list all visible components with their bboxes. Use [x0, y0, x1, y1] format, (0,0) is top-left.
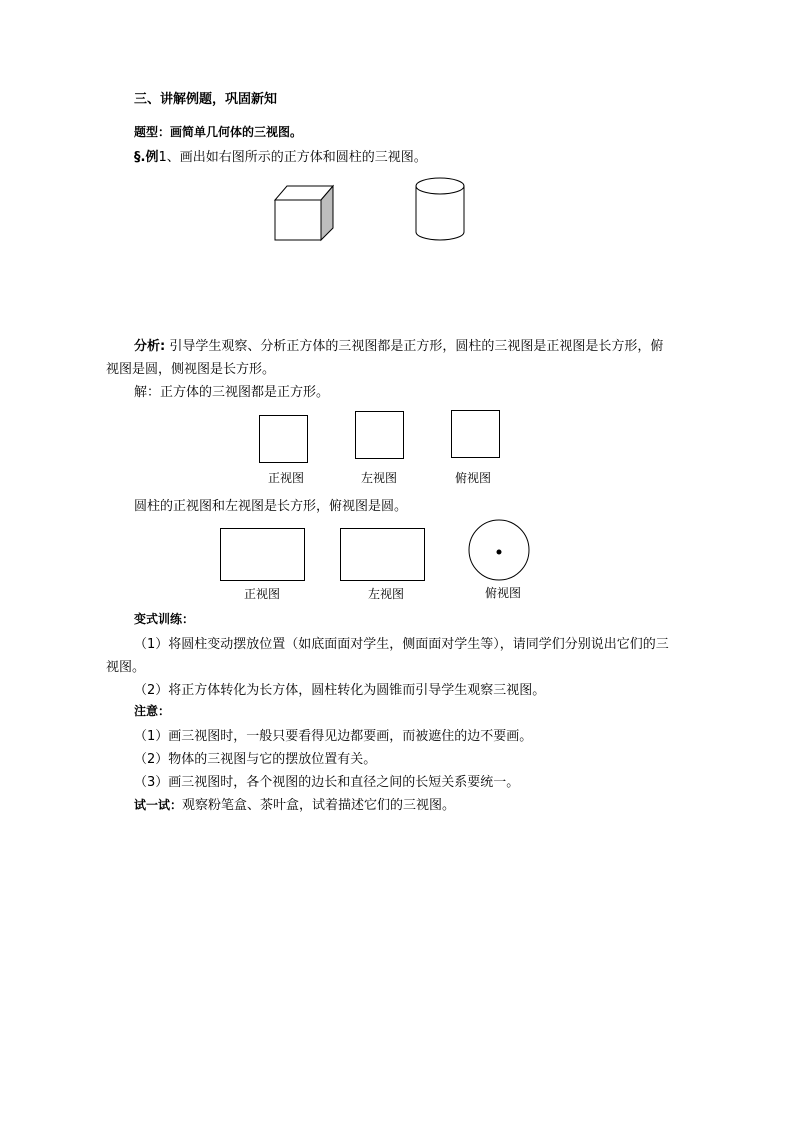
cube-left-caption: 左视图 — [360, 471, 397, 485]
solids-figure — [265, 175, 475, 250]
analysis-label: 分析: — [134, 339, 166, 354]
cylinder-top-view — [468, 519, 532, 583]
cube-top-caption: 俯视图 — [454, 471, 491, 485]
cube-front-caption: 正视图 — [267, 471, 304, 485]
question-type: 题型：画简单几何体的三视图。 — [134, 125, 303, 139]
notes-item2: （2）物体的三视图与它的摆放位置有关。 — [134, 752, 377, 767]
cube-top-view — [451, 410, 500, 458]
cylinder-left-caption: 左视图 — [367, 587, 404, 601]
section-heading: 三、讲解例题，巩固新知 — [134, 92, 278, 107]
example-text: 、画出如右图所示的正方体和圆柱的三视图。 — [166, 150, 427, 165]
analysis-line2: 视图是圆，侧视图是长方形。 — [106, 362, 276, 377]
cylinder-front-caption: 正视图 — [243, 587, 280, 601]
cube-front-view — [259, 415, 308, 463]
solution-cube-line: 解：正方体的三视图都是正方形。 — [134, 385, 330, 400]
try-it-line: 试一试：观察粉笔盒、茶叶盒，试着描述它们的三视图。 — [134, 798, 456, 813]
example-line — [134, 146, 427, 165]
notes-item1: （1）画三视图时，一般只要看得见边都要画，而被遮住的边不要画。 — [134, 729, 533, 744]
cylinder-drawing — [416, 178, 464, 240]
analysis-line1: 分析: 引导学生观察、分析正方体的三视图都是正方形，圆柱的三视图是正视图是长方形，俯 — [134, 339, 664, 354]
variation-item1-line1: （1）将圆柱变动摆放位置（如底面面对学生，侧面面对学生等），请同学们分别说出它们的三 — [134, 637, 669, 652]
cylinder-left-view — [340, 528, 425, 581]
example-marker: §.例 — [134, 150, 159, 165]
center-dot — [497, 550, 502, 555]
variation-item1-line2: 视图。 — [106, 660, 146, 675]
solution-label: 解： — [134, 385, 161, 400]
variation-item2: （2）将正方体转化为长方体，圆柱转化为圆锥而引导学生观察三视图。 — [134, 683, 546, 698]
variation-title: 变式训练： — [134, 612, 195, 626]
notes-title: 注意： — [134, 704, 171, 718]
notes-item3: （3）画三视图时，各个视图的边长和直径之间的长短关系要统一。 — [134, 775, 520, 790]
cylinder-front-view — [220, 528, 305, 581]
example-number: 1 — [158, 150, 167, 165]
try-it-label: 试一试： — [134, 798, 183, 812]
cube-left-view — [355, 411, 404, 459]
cube-drawing — [275, 186, 333, 240]
solution-cylinder-line: 圆柱的正视图和左视图是长方形，俯视图是圆。 — [134, 499, 408, 514]
cylinder-top-caption: 俯视图 — [484, 586, 521, 600]
